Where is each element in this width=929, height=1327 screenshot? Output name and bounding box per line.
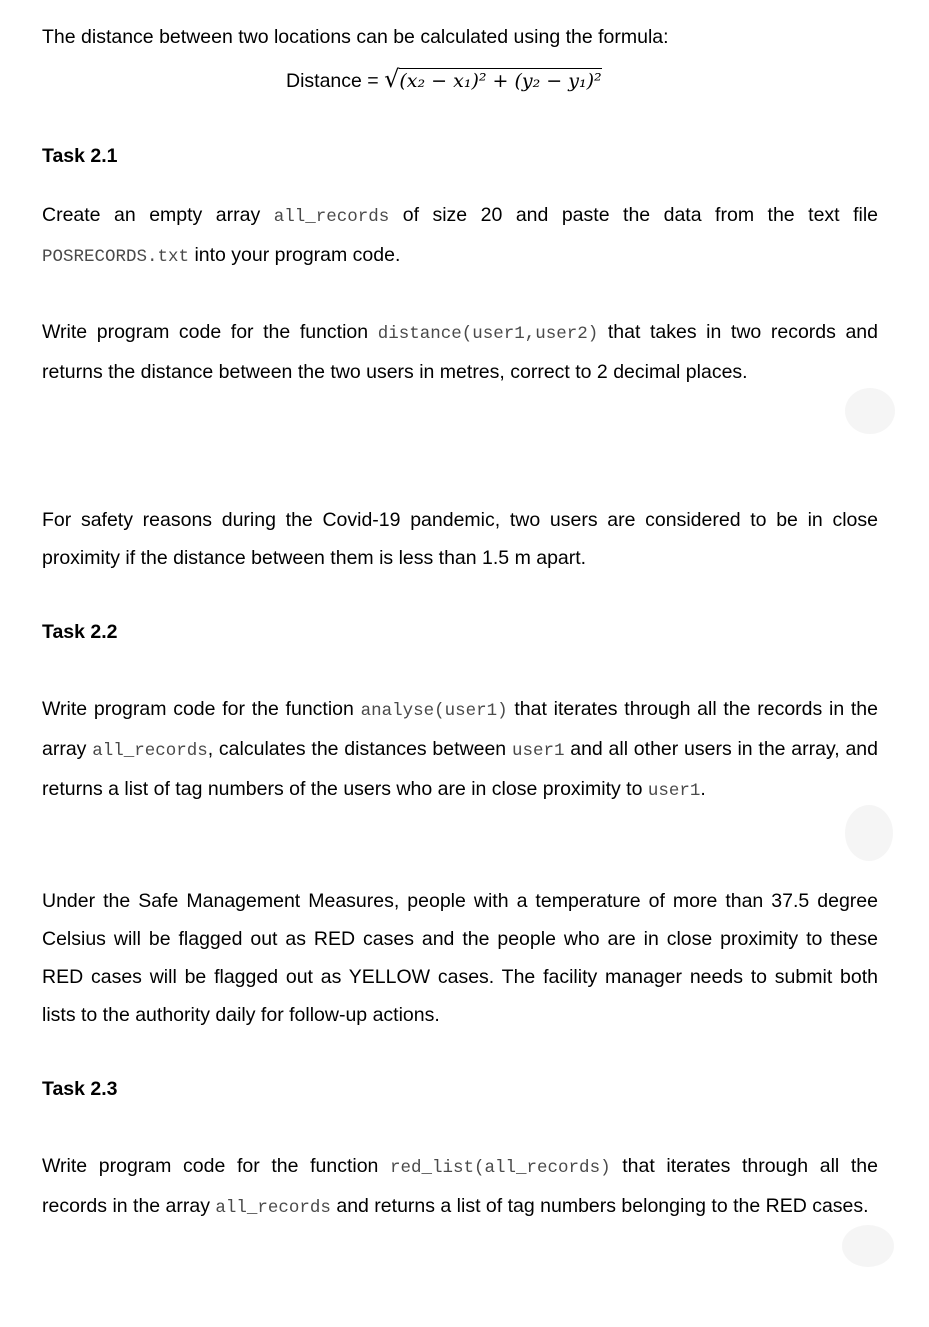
text-span: that takes in two records and returns the distance between the two users in metres, correct to 2 decimal places. (42, 321, 878, 383)
text-span: into your program code. (189, 244, 401, 266)
task-2-3-paragraph (42, 1147, 878, 1227)
square-root-icon: √ (384, 65, 400, 93)
text-span: and returns a list of tag numbers belonging to the RED cases. (330, 1195, 869, 1217)
code-all-records: all_records (273, 207, 390, 227)
text-span: , calculates the distances between (207, 738, 512, 760)
code-distance-function: distance(user1,user2) (377, 324, 599, 344)
task-2-2-paragraph (42, 690, 878, 810)
text-span: and all other users in the array, and returns a list of tag numbers of the users who are in close proximity to (42, 738, 878, 800)
scan-blemish (842, 1225, 894, 1267)
task-2-1-heading: Task 2.1 (42, 145, 118, 167)
code-posrecords-file: POSRECORDS.txt (42, 247, 190, 267)
text-span: that iterates through all the records in the array (42, 698, 878, 760)
code-analyse-function: analyse(user1) (360, 701, 508, 721)
measures-paragraph: Under the Safe Management Measures, people with a temperature of more than 37.5 degree Celsius will be flagged out as RED cases and the people who are in close proximity to these RED cases will be flagged out as YELLOW cases. The facility manager needs to submit both lists to the authority daily for follow-up actions. (42, 890, 878, 1026)
scan-blemish (845, 388, 895, 434)
task-2-1-paragraph-2 (42, 313, 878, 391)
code-all-records: all_records (215, 1198, 331, 1218)
text-span: Create an empty array (42, 204, 274, 226)
text-span: that iterates through all the records in the array (42, 1155, 878, 1217)
task-2-1-paragraph-1 (42, 196, 878, 276)
intro-text: The distance between two locations can be calculated using the formula: (42, 26, 669, 48)
code-all-records: all_records (92, 741, 208, 761)
task-2-3-heading: Task 2.3 (42, 1078, 118, 1100)
distance-formula (286, 60, 602, 100)
text-span: Write program code for the function (42, 1155, 391, 1177)
code-user1: user1 (647, 781, 701, 801)
task-2-2-heading: Task 2.2 (42, 621, 118, 643)
safety-paragraph: For safety reasons during the Covid-19 pandemic, two users are considered to be in close proximity if the distance between them is less than 1.5 m apart. (42, 509, 878, 569)
scan-blemish (845, 805, 893, 861)
code-red-list-function: red_list(all_records) (390, 1158, 611, 1178)
formula-expression: (x₂ − x₁)² + (y₂ − y₁)² (399, 70, 602, 92)
code-user1: user1 (511, 741, 565, 761)
formula-label: Distance = (286, 70, 385, 92)
text-span: Write program code for the function (42, 698, 361, 720)
text-span: Write program code for the function (42, 321, 378, 343)
text-span: of size 20 and paste the data from the text file (389, 204, 878, 226)
text-span: . (700, 778, 706, 800)
